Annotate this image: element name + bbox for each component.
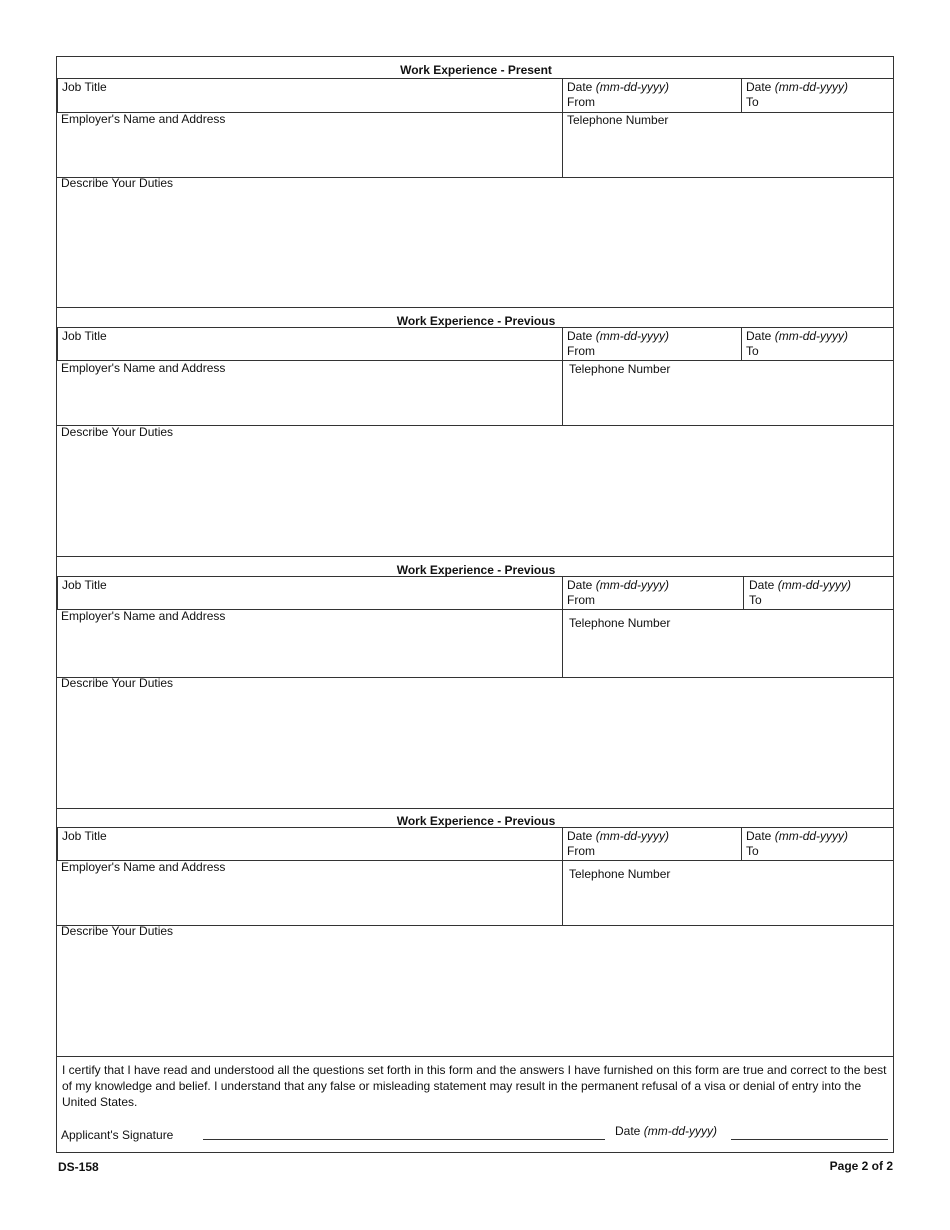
job-title-field[interactable] <box>57 344 562 361</box>
section-title: Work Experience - Previous <box>396 563 556 577</box>
duties-label: Describe Your Duties <box>61 425 174 439</box>
page-number: Page 2 of 2 <box>829 1159 893 1173</box>
date-to-label: Date (mm-dd-yyyy) <box>746 329 849 343</box>
job-title-label: Job Title <box>62 329 107 343</box>
form-number: DS-158 <box>58 1160 99 1174</box>
duties-field[interactable] <box>57 441 894 556</box>
job-title-field[interactable] <box>57 95 562 112</box>
date-from-field[interactable] <box>597 95 737 112</box>
employer-field[interactable] <box>57 377 562 425</box>
signature-field[interactable] <box>203 1121 605 1139</box>
employer-label: Employer's Name and Address <box>61 860 226 874</box>
duties-label: Describe Your Duties <box>61 676 174 690</box>
from-label: From <box>567 593 595 607</box>
telephone-label: Telephone Number <box>569 362 671 376</box>
ds158-form <box>56 56 894 1153</box>
to-label: To <box>746 344 759 358</box>
employer-field[interactable] <box>57 625 562 677</box>
employer-label: Employer's Name and Address <box>61 361 226 375</box>
telephone-label: Telephone Number <box>567 113 669 127</box>
duties-label: Describe Your Duties <box>61 924 174 938</box>
job-title-field[interactable] <box>57 593 562 610</box>
certification-text: I certify that I have read and understood all the questions set forth in this form and the answers I have furnished on this form are true and correct to the best of my knowledge and belief. I understand that any false or misleading statement may result in the permanent refusal of a visa or denial of entry into the United States. <box>62 1063 887 1109</box>
telephone-field[interactable] <box>563 129 894 177</box>
telephone-field[interactable] <box>563 883 894 925</box>
date-to-field[interactable] <box>767 844 887 861</box>
telephone-field[interactable] <box>563 632 894 677</box>
job-title-label: Job Title <box>62 829 107 843</box>
employer-field[interactable] <box>57 876 562 925</box>
date-to-field[interactable] <box>767 344 887 361</box>
date-to-field[interactable] <box>769 593 889 610</box>
date-to-label: Date (mm-dd-yyyy) <box>746 80 849 94</box>
date-from-label: Date (mm-dd-yyyy) <box>567 578 670 592</box>
date-from-field[interactable] <box>597 344 737 361</box>
telephone-label: Telephone Number <box>569 616 671 630</box>
duties-field[interactable] <box>57 692 894 808</box>
to-label: To <box>746 844 759 858</box>
section-title: Work Experience - Previous <box>396 814 556 828</box>
signature-line <box>203 1139 605 1140</box>
signature-label: Applicant's Signature <box>61 1128 174 1142</box>
date-from-label: Date (mm-dd-yyyy) <box>567 329 670 343</box>
from-label: From <box>567 95 595 109</box>
from-label: From <box>567 844 595 858</box>
date-from-label: Date (mm-dd-yyyy) <box>567 829 670 843</box>
job-title-label: Job Title <box>62 578 107 592</box>
section-title: Work Experience - Present <box>400 63 552 77</box>
telephone-field[interactable] <box>563 378 894 425</box>
signature-date-line <box>731 1139 888 1140</box>
job-title-field[interactable] <box>57 844 562 861</box>
section-title: Work Experience - Previous <box>396 314 556 328</box>
from-label: From <box>567 344 595 358</box>
employer-field[interactable] <box>57 127 562 177</box>
telephone-label: Telephone Number <box>569 867 671 881</box>
duties-field[interactable] <box>57 940 894 1056</box>
duties-field[interactable] <box>57 192 894 307</box>
date-from-field[interactable] <box>597 593 737 610</box>
to-label: To <box>749 593 762 607</box>
job-title-label: Job Title <box>62 80 107 94</box>
date-to-label: Date (mm-dd-yyyy) <box>746 829 849 843</box>
date-from-label: Date (mm-dd-yyyy) <box>567 80 670 94</box>
signature-date-field[interactable] <box>731 1121 888 1139</box>
duties-label: Describe Your Duties <box>61 176 174 190</box>
date-from-field[interactable] <box>597 844 737 861</box>
employer-label: Employer's Name and Address <box>61 112 226 126</box>
employer-label: Employer's Name and Address <box>61 609 226 623</box>
date-to-label: Date (mm-dd-yyyy) <box>749 578 852 592</box>
date-to-field[interactable] <box>767 95 887 112</box>
signature-date-label: Date (mm-dd-yyyy) <box>615 1124 718 1138</box>
to-label: To <box>746 95 759 109</box>
